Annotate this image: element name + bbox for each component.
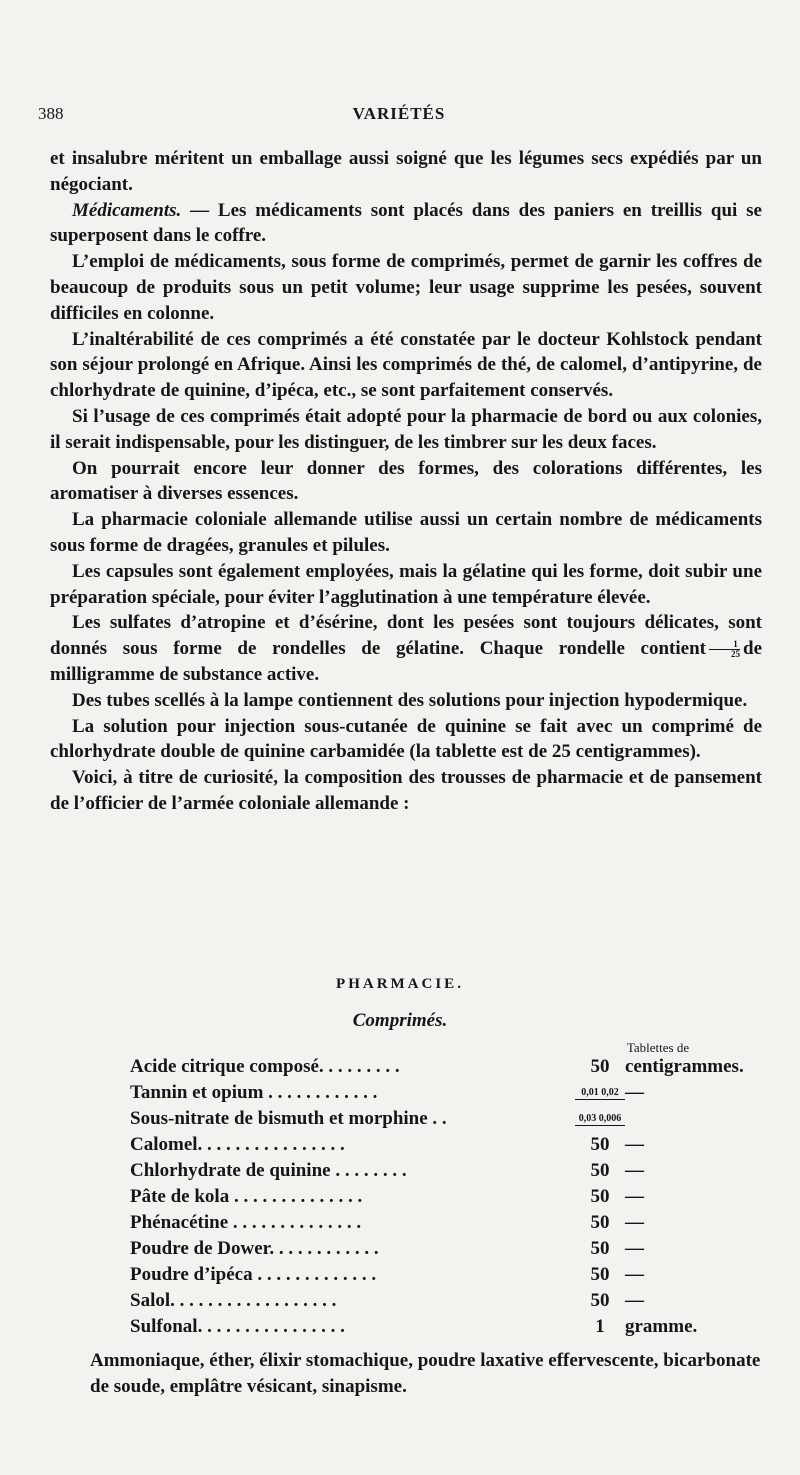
med-qty: 0,03 0,006 (575, 1113, 625, 1126)
table-row (130, 1236, 750, 1262)
paragraph: Des tubes scellés à la lampe contiennent des solutions pour injection hypodermique. (72, 689, 748, 711)
med-qty: 1 (595, 1316, 605, 1337)
med-name: Calomel. . . . . . . . . . . . . . . . (130, 1134, 345, 1155)
table-row (130, 1054, 750, 1080)
fraction (709, 640, 740, 659)
paragraph: La pharmacie coloniale allemande utilise aussi un certain nombre de médicaments sous forme de dragées, granules et pilules. (50, 509, 762, 556)
paragraph-text: — Les médicaments sont placés dans des paniers en treillis qui se superposent dans le coffre. (50, 199, 762, 247)
medication-table (130, 1054, 750, 1340)
section-title: PHARMACIE. (336, 976, 464, 992)
med-qty: 50 (590, 1160, 610, 1181)
med-name: Acide citrique composé. . . . . . . . . (130, 1056, 400, 1077)
section-lead: Médicaments. (72, 199, 182, 221)
footer-paragraph: Ammoniaque, éther, élixir stomachique, poudre laxative effervescente, bicarbonate de soude, emplâtre vésicant, sinapisme. (90, 1350, 761, 1397)
med-name: Phénacétine . . . . . . . . . . . . . . (130, 1212, 362, 1233)
med-unit: — (625, 1186, 644, 1207)
fraction-denominator: 25 (731, 649, 740, 660)
med-name: Sous-nitrate de bismuth et morphine . . (130, 1108, 447, 1129)
med-name: Poudre de Dower. . . . . . . . . . . . (130, 1238, 379, 1259)
page-number: 388 (38, 104, 64, 123)
table-row (130, 1314, 750, 1340)
med-unit: — (625, 1082, 644, 1103)
med-qty: 50 (590, 1134, 610, 1155)
med-qty: 50 (590, 1290, 610, 1311)
med-unit: gramme. (625, 1316, 698, 1337)
table-row (130, 1106, 750, 1132)
table-row (130, 1132, 750, 1158)
paragraph-text: Les sulfates d’atropine et d’ésérine, dont les pesées sont toujours délicates, sont donnés sous forme de rondelles de gélatine. Chaque rondelle contient (50, 612, 762, 660)
med-qty: 50 (590, 1238, 610, 1259)
paragraph: Si l’usage de ces comprimés était adopté pour la pharmacie de bord ou aux colonies, il serait indispensable, pour les distinguer, de les timbrer sur les deux faces. (50, 405, 762, 453)
body-text (50, 146, 762, 817)
table-row (130, 1262, 750, 1288)
fraction-numerator: 1 (709, 640, 740, 650)
table-row (130, 1080, 750, 1106)
paragraph: L’inaltérabilité de ces comprimés a été constatée par le docteur Kohlstock pendant son séjour prolongé en Afrique. Ainsi les comprimés de thé, de calomel, d’antipyrine, de chlorhydrate de quinine, d’ipéca, etc., se sont parfaitement conservés. (50, 328, 762, 402)
med-name: Tannin et opium . . . . . . . . . . . . (130, 1082, 378, 1103)
med-qty: 50 (590, 1186, 610, 1207)
med-unit: — (625, 1290, 644, 1311)
table-row (130, 1288, 750, 1314)
med-qty: 0,01 0,02 (575, 1087, 625, 1100)
column-header: Tablettes de (626, 1040, 690, 1055)
table-row (130, 1210, 750, 1236)
paragraph: On pourrait encore leur donner des formes, des colorations différentes, les aromatiser à diverses essences. (50, 457, 762, 505)
paragraph: L’emploi de médicaments, sous forme de comprimés, permet de garnir les coffres de beaucoup de produits sous un petit volume; leur usage supprime les pesées, souvent difficiles en colonne. (50, 251, 762, 324)
table-row (130, 1184, 750, 1210)
med-name: Salol. . . . . . . . . . . . . . . . . . (130, 1290, 337, 1311)
paragraph: Les capsules sont également employées, mais la gélatine qui les forme, doit subir une préparation spéciale, pour éviter l’agglutination à une température élevée. (50, 560, 762, 608)
med-unit: — (625, 1212, 644, 1233)
paragraph (50, 198, 762, 250)
paragraph (50, 610, 762, 687)
med-name: Pâte de kola . . . . . . . . . . . . . . (130, 1186, 363, 1207)
med-name: Poudre d’ipéca . . . . . . . . . . . . . (130, 1264, 377, 1285)
med-unit: — (625, 1238, 644, 1259)
med-unit: — (625, 1134, 644, 1155)
section-subtitle: Comprimés. (352, 1010, 448, 1031)
med-unit: — (625, 1160, 644, 1181)
med-qty: 50 (590, 1056, 610, 1077)
page-header (38, 104, 760, 132)
med-name: Chlorhydrate de quinine . . . . . . . . (130, 1160, 407, 1181)
paragraph: La solution pour injection sous-cutanée de quinine se fait avec un comprimé de chlorhydrate double de quinine carbamidée (la tablette est de 25 centigrammes). (50, 715, 762, 763)
med-unit: — (625, 1264, 644, 1285)
running-title: VARIÉTÉS (352, 104, 446, 123)
table-row (130, 1158, 750, 1184)
med-qty: 50 (590, 1212, 610, 1233)
med-name: Sulfonal. . . . . . . . . . . . . . . . (130, 1316, 345, 1337)
med-unit: centigrammes. (625, 1056, 744, 1077)
paragraph-text: de milligramme de substance active. (50, 638, 762, 685)
paragraph: Voici, à titre de curiosité, la composition des trousses de pharmacie et de pansement de l’officier de l’armée coloniale allemande : (50, 767, 762, 814)
paragraph: et insalubre méritent un emballage aussi soigné que les légumes secs expédiés par un négociant. (50, 148, 762, 195)
med-qty: 50 (590, 1264, 610, 1285)
